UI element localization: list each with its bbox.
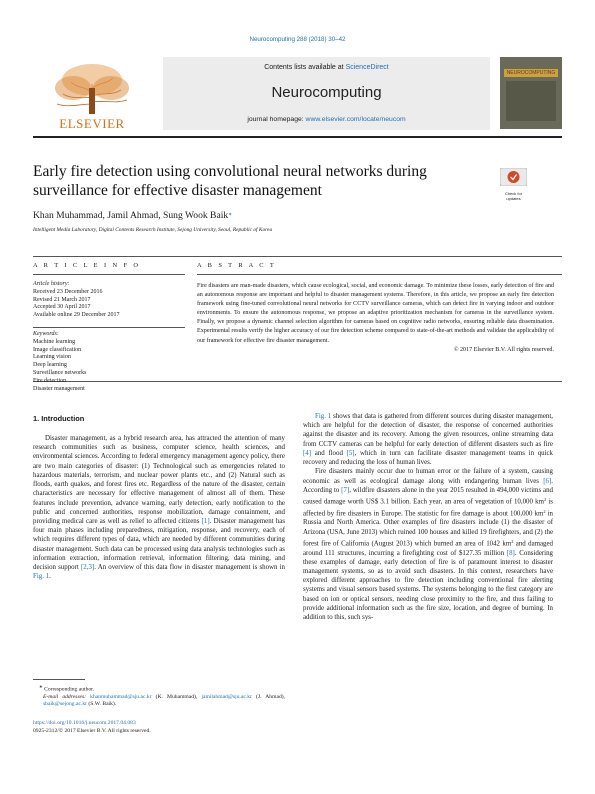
email-link[interactable]: khanmuhammad@sju.ac.kr [90, 693, 152, 700]
check-for-updates-badge[interactable] [500, 168, 527, 201]
text-run: , which in turn can facilitate disaster management teams in quick recovery and reducing the loss of human lives. [303, 449, 553, 467]
history-item: Revised 21 March 2017 [33, 296, 91, 303]
body-column-left [33, 434, 285, 582]
history-item: Available online 29 December 2017 [33, 312, 120, 319]
citation-link[interactable]: [7] [341, 486, 350, 494]
badge-text-1: Check for [504, 191, 523, 196]
homepage-link[interactable]: www.elsevier.com/locate/neucom [305, 116, 406, 123]
citation-link[interactable]: [6] [543, 477, 552, 485]
header-rule [33, 136, 562, 138]
history-item: Accepted 30 April 2017 [33, 304, 91, 311]
text-run: is affected by fire disasters in Europe. The statistic for fire damage is about 100,000 km [303, 498, 553, 518]
abstract-text: Fire disasters are man-made disasters, which cause ecological, social, and economic damage. To minimize these losses, early detection of fire and an autonomous response are important and helpful to disaster management systems. Therefore, in this article, we propose an early fire detection framework using fine-tuned convolutional neural networks for CCTV surveillance cameras, which can detect fire in varying indoor and outdoor environments. To ensure the autonomous response, we propose an adaptive prioritization mechanism for cameras in the surveillance system. Finally, we propose a dynamic channel selection algorithm for cameras based on cognitive radio networks, ensuring reliable data dissemination. Experimental results verify the higher accuracy of our fire detection scheme compared to state-of-the-art methods and validate the applicability of our framework for effective fire disaster management. [197, 283, 554, 344]
citation-link[interactable]: [1] [201, 517, 210, 525]
contents-prefix: Contents lists available at [264, 64, 346, 71]
keyword-item: Image classification [33, 346, 82, 353]
text-run: . Disaster management has four main phases including preparedness, mitigation, response, and recovery, each of which requires different types of data, which are needed by different communities during disaster management. Such data can be processed using data analysis technologies such as information extraction, information retrieval, information filtering, data mining, and decision support [33, 517, 286, 572]
author-list [33, 210, 232, 221]
email-link[interactable]: jamilahmad@sju.ac.kr [201, 693, 252, 700]
journal-reference[interactable]: Neurocomputing 288 (2018) 30–42 [249, 36, 346, 43]
keywords-label: Keywords: [33, 331, 59, 337]
sciencedirect-link[interactable]: ScienceDirect [345, 64, 389, 71]
keyword-item: Fire detection [33, 377, 67, 384]
keyword-item: Learning vision [33, 354, 71, 361]
keyword-item: Surveillance networks [33, 369, 87, 376]
article-info-heading: A R T I C L E I N F O [33, 262, 141, 269]
paragraph [303, 467, 553, 622]
email-owner: (S.W. Baik). [87, 701, 117, 708]
contents-line [163, 64, 490, 71]
keyword-item: Disaster management [33, 385, 85, 392]
superscript: 2 [543, 496, 547, 502]
text-run: and flood [311, 449, 347, 457]
text-run: . An overview of this data flow in disaster management is shown in [94, 564, 285, 572]
issn-line: 0925-2312/© 2017 Elsevier B.V. All rights reserved. [33, 727, 151, 734]
text-run: in Russia and North America. Other examples of fire disasters include (1) the disaster of Arizona (USA, June 2013) which ruined 100 houses and killed 19 firefighters, and (2) the forest fire of California (August 2013) which burned an area of 1042 km [303, 510, 553, 548]
keywords-rule [33, 327, 185, 328]
paragraph [303, 412, 553, 467]
footnote-rule [33, 679, 85, 680]
info-heading-rule [33, 274, 185, 275]
corresponding-author [33, 683, 285, 694]
email-label: E-mail addresses: [43, 693, 91, 700]
keyword-item: Machine learning [33, 338, 76, 345]
text-run: . Considering these examples of damage, early detection of fire is of paramount interest to disaster management systems, so as to avoid such disasters. In this context, researchers have explored different approaches to fire detection including conventional fire alerting systems and visual sensors based systems. The systems belonging to the first category are based on ion or optical sensors, needing close proximity to the fire, and thus failing to provide additional information such as the fire size, location, and degree of burning. In addition to this, such sys- [303, 549, 553, 622]
text-run: . [49, 573, 51, 581]
figure-link[interactable]: Fig. 1 [33, 573, 50, 581]
publisher-logo-text: ELSEVIER [59, 116, 125, 131]
abstract-body [197, 282, 554, 355]
footnote-mark: ∗ [39, 684, 43, 689]
badge-text-2: updates [506, 196, 521, 201]
author-footnote-mark[interactable]: ∗ [228, 211, 232, 217]
keywords [33, 331, 185, 393]
email-owner: (J. Ahmad), [251, 693, 286, 700]
journal-name: Neurocomputing [271, 84, 382, 101]
cover-title: NEUROCOMPUTING [504, 69, 558, 77]
text-run: . According to [303, 477, 553, 494]
author-names: Khan Muhammad, Jamil Ahmad, Sung Wook Baik [33, 210, 229, 221]
citation-link[interactable]: [2,3] [80, 564, 95, 572]
keyword-item: Deep learning [33, 362, 67, 369]
affiliation: Intelligent Media Laboratory, Digital Contents Research Institute, Sejong University, Seoul, Republic of Korea [33, 227, 273, 233]
text-run: shows that data is gathered from different sources during disaster management, which are helpful for the detection of disaster, the response of concerned authorities against the disaster and its recovery. Among the given resources, online streaming data from CCTV cameras can be helpful for early detection of different disasters such as fire [303, 413, 553, 448]
homepage-prefix: journal homepage: [247, 116, 306, 123]
email-link[interactable]: sbaik@sejong.ac.kr [43, 701, 87, 708]
superscript: 2 [543, 508, 546, 514]
paragraph [33, 434, 285, 582]
article-footer [33, 720, 151, 735]
text-run: Fire disasters mainly occur due to human error or the failure of a system, causing economic as well as ecological damage along with endangering human lives [303, 468, 553, 485]
history-item: Received 23 December 2016 [33, 288, 103, 295]
email-owner: (K. Muhammad), [151, 693, 198, 700]
text-run: and damaged around 111 structures, incurring a firefighting cost of $127.35 million [303, 540, 553, 557]
body-column-right [303, 412, 553, 622]
figure-link[interactable]: Fig. 1 [315, 413, 332, 420]
article-title: Early fire detection using convolutional neural networks during surveillance for effective disaster management [33, 163, 427, 199]
email-addresses [33, 694, 285, 709]
abstract-copyright: © 2017 Elsevier B.V. All rights reserved. [453, 346, 554, 353]
journal-cover-image [500, 57, 562, 129]
elsevier-logo [33, 58, 151, 130]
abstract-heading-rule [197, 274, 562, 275]
citation-link[interactable]: [8] [506, 549, 515, 557]
section-heading-introduction: 1. Introduction [33, 414, 85, 423]
history-label: Article history: [33, 281, 70, 287]
journal-homepage [163, 116, 490, 123]
citation-link[interactable]: [4] [303, 449, 312, 457]
footnote [33, 683, 285, 709]
article-history [33, 281, 185, 320]
doi-link[interactable]: https://doi.org/10.1016/j.neucom.2017.04.083 [33, 720, 136, 726]
info-top-rule [33, 256, 562, 257]
citation-link[interactable]: [5] [346, 449, 355, 457]
text-run: Disaster management, as a hybrid research area, has attracted the attention of many research communities such as business, computer science, health sciences, and environmental sciences. According to federal emergency management agency policy, there are two main categories of disaster: (1) Technological such as emergencies related to hazardous materials, terrorism, and nuclear power plants etc., and (2) Natural such as floods, earth quakes, and forest fires etc. Regardless of the nature of the disaster, certain characteristics are necessary for effective management of almost all of them. These features include prevention, advance warning, early detection, early notification to the public and concerned authorities, response mobilization, damage containment, and providing medical care as well as relief to affected citizens [33, 435, 285, 525]
corresponding-label: Corresponding author. [44, 686, 95, 693]
abstract-heading: A B S T R A C T [197, 262, 277, 269]
text-run: , wildfire disasters alone in the year 2015 resulted in 494,000 victims and caused damage worth US$ 3.1 billion. Each year, an area of vegetation of 10,000 km [303, 486, 553, 506]
superscript: 2 [511, 538, 514, 544]
